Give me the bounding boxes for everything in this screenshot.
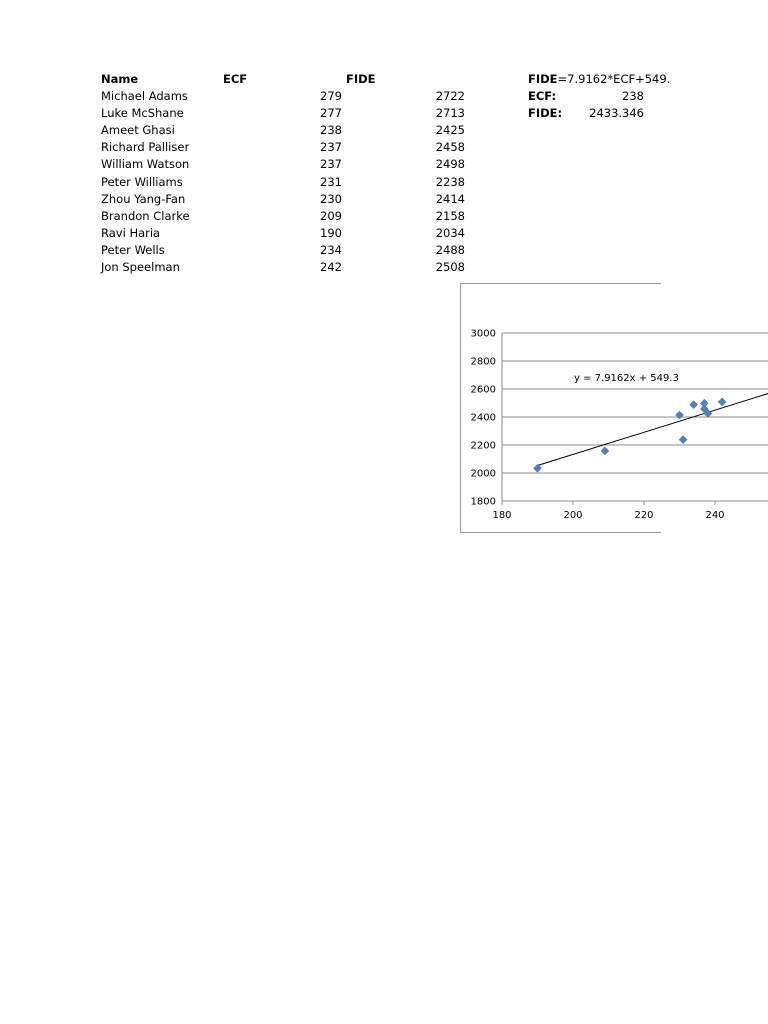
ecf-cell[interactable]: 209	[320, 208, 342, 223]
y-tick-label: 2800	[470, 356, 496, 368]
data-point	[676, 411, 684, 419]
player-name-cell[interactable]: Richard Palliser	[101, 140, 190, 155]
ecf-input-value[interactable]: 238	[622, 89, 644, 103]
player-name-cell[interactable]: Ravi Haria	[101, 225, 161, 240]
formula-text: =7.9162*ECF+549.	[557, 72, 671, 86]
fide-cell[interactable]: 2238	[435, 174, 465, 189]
fide-cell[interactable]: 2414	[435, 191, 465, 206]
fide-cell[interactable]: 2488	[435, 242, 465, 257]
y-tick-label: 2400	[470, 412, 496, 424]
data-point	[601, 447, 609, 455]
player-name-cell[interactable]: Zhou Yang-Fan	[101, 191, 186, 206]
y-tick-label: 2000	[470, 468, 496, 480]
y-tick-label: 3000	[470, 328, 496, 340]
player-name-cell[interactable]: Peter Williams	[101, 174, 183, 189]
trendline-equation: y = 7.9162x + 549.3	[574, 373, 679, 384]
header-fide: FIDE	[346, 72, 376, 86]
fide-cell[interactable]: 2034	[435, 225, 465, 240]
ecf-cell[interactable]: 237	[320, 140, 342, 155]
ecf-cell[interactable]: 238	[320, 123, 342, 138]
x-tick-label: 180	[492, 510, 512, 521]
player-name-cell[interactable]: Jon Speelman	[101, 260, 180, 274]
scatter-chart	[461, 284, 725, 532]
player-name-cell[interactable]: Peter Wells	[101, 242, 165, 257]
ecf-label: ECF:	[528, 89, 557, 103]
fide-cell[interactable]: 2508	[435, 260, 465, 274]
fide-cell[interactable]: 2425	[435, 123, 465, 138]
ecf-cell[interactable]: 234	[320, 242, 342, 257]
formula-cell	[528, 72, 670, 86]
scatter-chart-frame[interactable]	[460, 283, 725, 533]
player-name-cell[interactable]: Brandon Clarke	[101, 208, 190, 223]
data-point	[718, 398, 726, 406]
header-ecf: ECF	[223, 72, 248, 86]
data-point	[534, 464, 542, 472]
player-name-cell[interactable]: Ameet Ghasi	[101, 123, 175, 138]
player-name-cell[interactable]: Luke McShane	[101, 106, 184, 121]
fide-label: FIDE:	[528, 106, 563, 120]
player-name-cell[interactable]: William Watson	[101, 157, 190, 172]
ecf-cell[interactable]: 242	[320, 260, 342, 274]
data-point	[700, 399, 708, 407]
ecf-cell[interactable]: 279	[320, 89, 342, 103]
y-tick-label: 1800	[470, 496, 496, 508]
x-tick-label: 200	[563, 510, 583, 521]
player-name-cell[interactable]: Michael Adams	[101, 89, 188, 103]
ecf-cell[interactable]: 237	[320, 157, 342, 172]
fide-cell[interactable]: 2713	[435, 106, 465, 121]
ecf-cell[interactable]: 277	[320, 106, 342, 121]
fide-cell[interactable]: 2158	[435, 208, 465, 223]
formula-label: FIDE	[528, 72, 558, 86]
y-tick-label: 2200	[470, 440, 496, 452]
data-point	[690, 401, 698, 409]
fide-result-value: 2433.346	[589, 106, 644, 120]
y-tick-label: 2600	[470, 384, 496, 396]
fide-cell[interactable]: 2498	[435, 157, 465, 172]
header-name: Name	[101, 72, 139, 86]
ecf-cell[interactable]: 190	[320, 225, 342, 240]
ecf-cell[interactable]: 230	[320, 191, 342, 206]
data-point	[679, 436, 687, 444]
ecf-cell[interactable]: 231	[320, 174, 342, 189]
fide-cell[interactable]: 2458	[435, 140, 465, 155]
x-tick-label: 220	[634, 510, 654, 521]
x-tick-label: 240	[705, 510, 725, 521]
fide-cell[interactable]: 2722	[435, 89, 465, 103]
